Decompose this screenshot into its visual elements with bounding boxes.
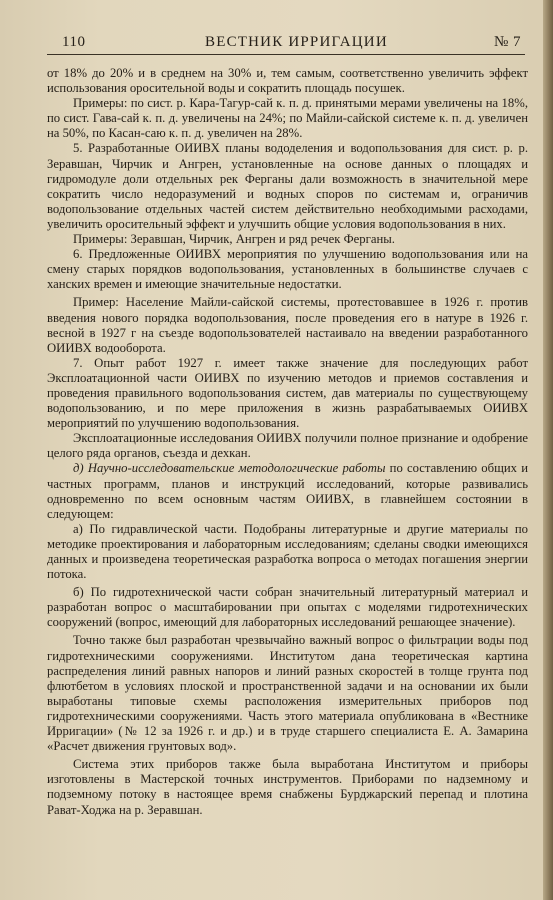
section-d-heading: д) Научно-исследовательские методологические работы [73, 461, 386, 476]
section-d-text: программ, планов и инструкций исследований, которые развивались одновременно по всем основным частям ОИИВХ, в главнейшем состоянии в следующем: [47, 476, 528, 521]
section-d-connector: по составлению общих и частных [47, 461, 528, 491]
running-header [47, 34, 525, 55]
paragraph: Примеры: Зеравшан, Чирчик, Ангрен и ряд речек Ферганы. [73, 232, 395, 247]
paragraph: 6. Предложенные ОИИВХ мероприятия по улучшению водопользования или на смену старых порядков водопользования, установленных в большинстве случаев с ханских времен и имеющие значительные недостатки. [47, 247, 528, 292]
paragraph: Точно также был разработан чрезвычайно важный вопрос о фильтрации воды под гидротехническими сооружениями. Институтом дана теоретическая картина распределения линий равных напоров и линий разных скоростей в толще грунта под флютбетом в условиях плоской и пространственной задачи и на основании их были выработаны типовые схемы расположения измерительных приборов под гидротехническими сооружениями. Часть этого материала опубликована в «Вестнике Ирригации» (№ 12 за 1926 г. и др.) и в труде старшего специалиста Е. А. Замарина «Расчет движения грунтовых вод». [47, 633, 528, 754]
paragraph: 5. Разработанные ОИИВХ планы вододеления и водопользования для сист. р. р. Зеравшан, Чирчик и Ангрен, установленные на основе данных о площадях и гидромодуле доли отдельных рек Ферганы дали возможность в значительной мере сократить число недоразумений и водных споров по системам и, ограничив водопользование отдельных частей систем действительно необходимыми расходами, увеличить оросительный эффект и улучшить общие условия водопользования в них. [47, 141, 528, 231]
paragraph: Эксплоатационные исследования ОИИВХ получили полное признание и одобрение целого ряда органов, съезда и дехкан. [47, 431, 528, 461]
paragraph: от 18% до 20% и в среднем на 30% и, тем самым, соответственно увеличить эффект использования оросительной воды и сократить площадь посушек. [47, 66, 528, 96]
paragraph: 7. Опыт работ 1927 г. имеет также значение для последующих работ Эксплоатационной части ОИИВХ по изучению методов и приемов составления и проведения правильного водопользования систем, дав материалы по существующему водопользованию, и по мере приложения в жизнь разрабатываемых ОИИВХ мероприятий по улучшению водопользования. [47, 355, 528, 431]
journal-title: ВЕСТНИК ИРРИГАЦИИ [205, 34, 388, 50]
page-binding-edge [543, 0, 553, 900]
page-number: 110 [62, 34, 86, 50]
paragraph: а) По гидравлической части. Подобраны литературные и другие материалы по методике проектирования и лабораторным исследованиям; сделаны сводки имеющихся данных и произведена теоретическая разработка вопроса о методах погашения энергии потока. [47, 521, 528, 582]
paragraph: Пример: Население Майли-сайской системы, протестовавшее в 1926 г. против введения нового порядка водопользования, после проведения его в натуре в 1926 г. весной в 1927 г на съезде водопользователей настаивало на введении разработанного ОИИВХ водооборота. [47, 295, 528, 355]
section-d-paragraph [47, 461, 528, 521]
paragraph: б) По гидротехнической части собран значительный литературный материал и разработан вопрос о масштабировании при опытах с моделями гидротехнических сооружений (вопрос, имеющий для лабораторных исследований решающее значение). [47, 585, 528, 630]
paragraph: Система этих приборов также была выработана Институтом и приборы изготовлены в Мастерской точных инструментов. Приборами по надземному и подземному потоку в настоящее время снабжены Бурджарский перепад и плотина Рават-Ходжа на р. Зеравшан. [47, 757, 528, 817]
paragraph: Примеры: по сист. р. Кара-Тагур-сай к. п. д. принятыми мерами увеличены на 18%, по сист. Гава-сай к. п. д. увеличены на 24%; по Майли-сайской системе к. п. д. увеличен на 50%, по Касан-саю к. п. д. увеличен на 28%. [47, 96, 528, 141]
body-text [47, 66, 528, 818]
issue-number: № 7 [493, 34, 521, 50]
